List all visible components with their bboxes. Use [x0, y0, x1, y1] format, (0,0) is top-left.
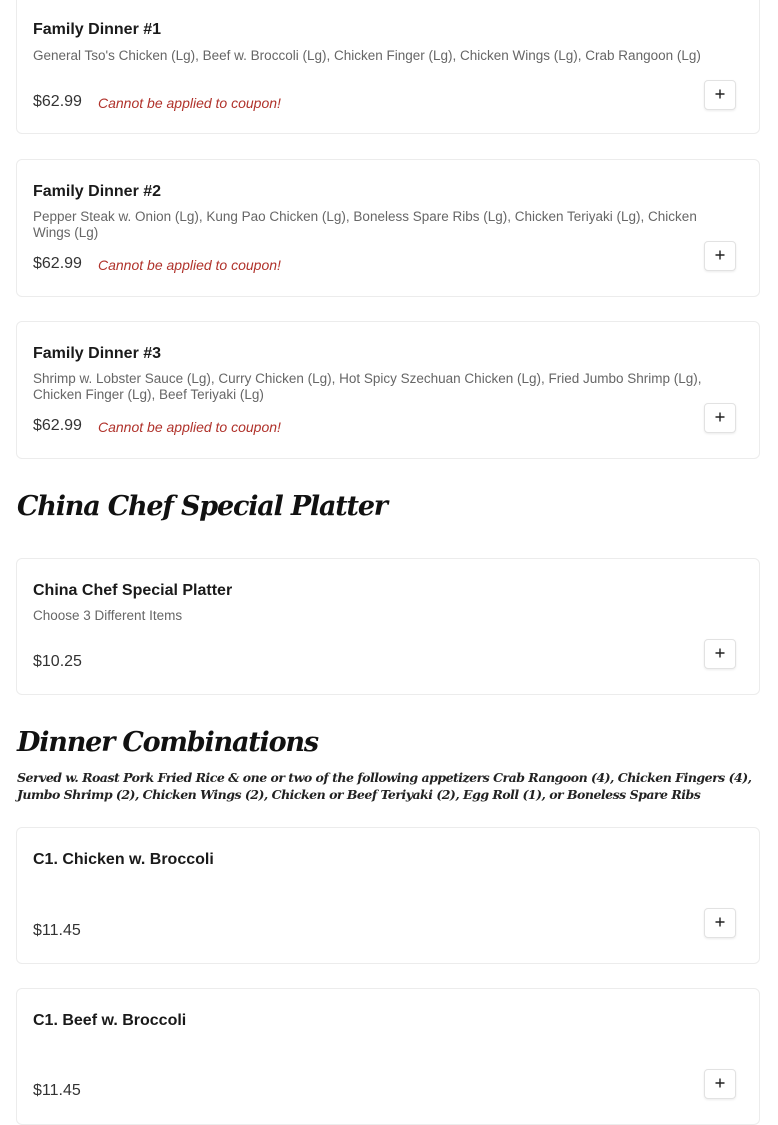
- menu-item-name: Family Dinner #1: [33, 21, 162, 38]
- plus-icon: [715, 914, 725, 932]
- menu-item-price: $11.45: [33, 922, 81, 939]
- menu-item-card[interactable]: [16, 988, 760, 1125]
- coupon-note: Cannot be applied to coupon!: [98, 95, 281, 111]
- menu-item-price: $10.25: [33, 653, 82, 670]
- menu-item-price: $62.99: [33, 255, 82, 272]
- add-to-cart-button[interactable]: [704, 908, 736, 938]
- menu-item-price: $62.99: [33, 93, 82, 110]
- menu-item-description: General Tso's Chicken (Lg), Beef w. Broccoli (Lg), Chicken Finger (Lg), Chicken Wings (Lg), Crab Rangoon (Lg): [33, 48, 701, 63]
- section-description: Served w. Roast Pork Fried Rice & one or two of the following appetizers Crab Rangoon (4), Chicken Fingers (4), Jumbo Shrimp (2), Chicken Wings (2), Chicken or Beef Teriyaki (2), Egg Roll (1), or Boneless Spare Ribs: [17, 770, 752, 802]
- menu-item-price: $62.99: [33, 417, 82, 434]
- menu-item-card[interactable]: [16, 159, 760, 297]
- menu-item-name: Family Dinner #2: [33, 183, 162, 200]
- menu-item-card[interactable]: [16, 321, 760, 459]
- menu-item-price: $11.45: [33, 1082, 81, 1099]
- menu-item-name: C1. Beef w. Broccoli: [33, 1012, 187, 1029]
- menu-item-description: Pepper Steak w. Onion (Lg), Kung Pao Chicken (Lg), Boneless Spare Ribs (Lg), Chicken Teriyaki (Lg), Chicken Wings (Lg): [33, 209, 697, 240]
- menu-item-card[interactable]: [16, 0, 760, 134]
- section-title: Dinner Combinations: [17, 727, 318, 758]
- add-to-cart-button[interactable]: [704, 241, 736, 271]
- menu-item-card[interactable]: [16, 827, 760, 964]
- add-to-cart-button[interactable]: [704, 639, 736, 669]
- plus-icon: [715, 247, 725, 265]
- menu-item-card[interactable]: [16, 558, 760, 695]
- add-to-cart-button[interactable]: [704, 80, 736, 110]
- menu-item-name: C1. Chicken w. Broccoli: [33, 851, 214, 868]
- coupon-note: Cannot be applied to coupon!: [98, 257, 281, 273]
- plus-icon: [715, 409, 725, 427]
- menu-item-name: China Chef Special Platter: [33, 582, 233, 599]
- add-to-cart-button[interactable]: [704, 403, 736, 433]
- menu-item-description: Shrimp w. Lobster Sauce (Lg), Curry Chicken (Lg), Hot Spicy Szechuan Chicken (Lg), Fried Jumbo Shrimp (Lg), Chicken Finger (Lg), Beef Teriyaki (Lg): [33, 371, 702, 402]
- plus-icon: [715, 1075, 725, 1093]
- coupon-note: Cannot be applied to coupon!: [98, 419, 281, 435]
- menu-item-name: Family Dinner #3: [33, 345, 162, 362]
- plus-icon: [715, 86, 725, 104]
- plus-icon: [715, 645, 725, 663]
- section-title: China Chef Special Platter: [17, 491, 387, 522]
- menu-item-description: Choose 3 Different Items: [33, 608, 183, 623]
